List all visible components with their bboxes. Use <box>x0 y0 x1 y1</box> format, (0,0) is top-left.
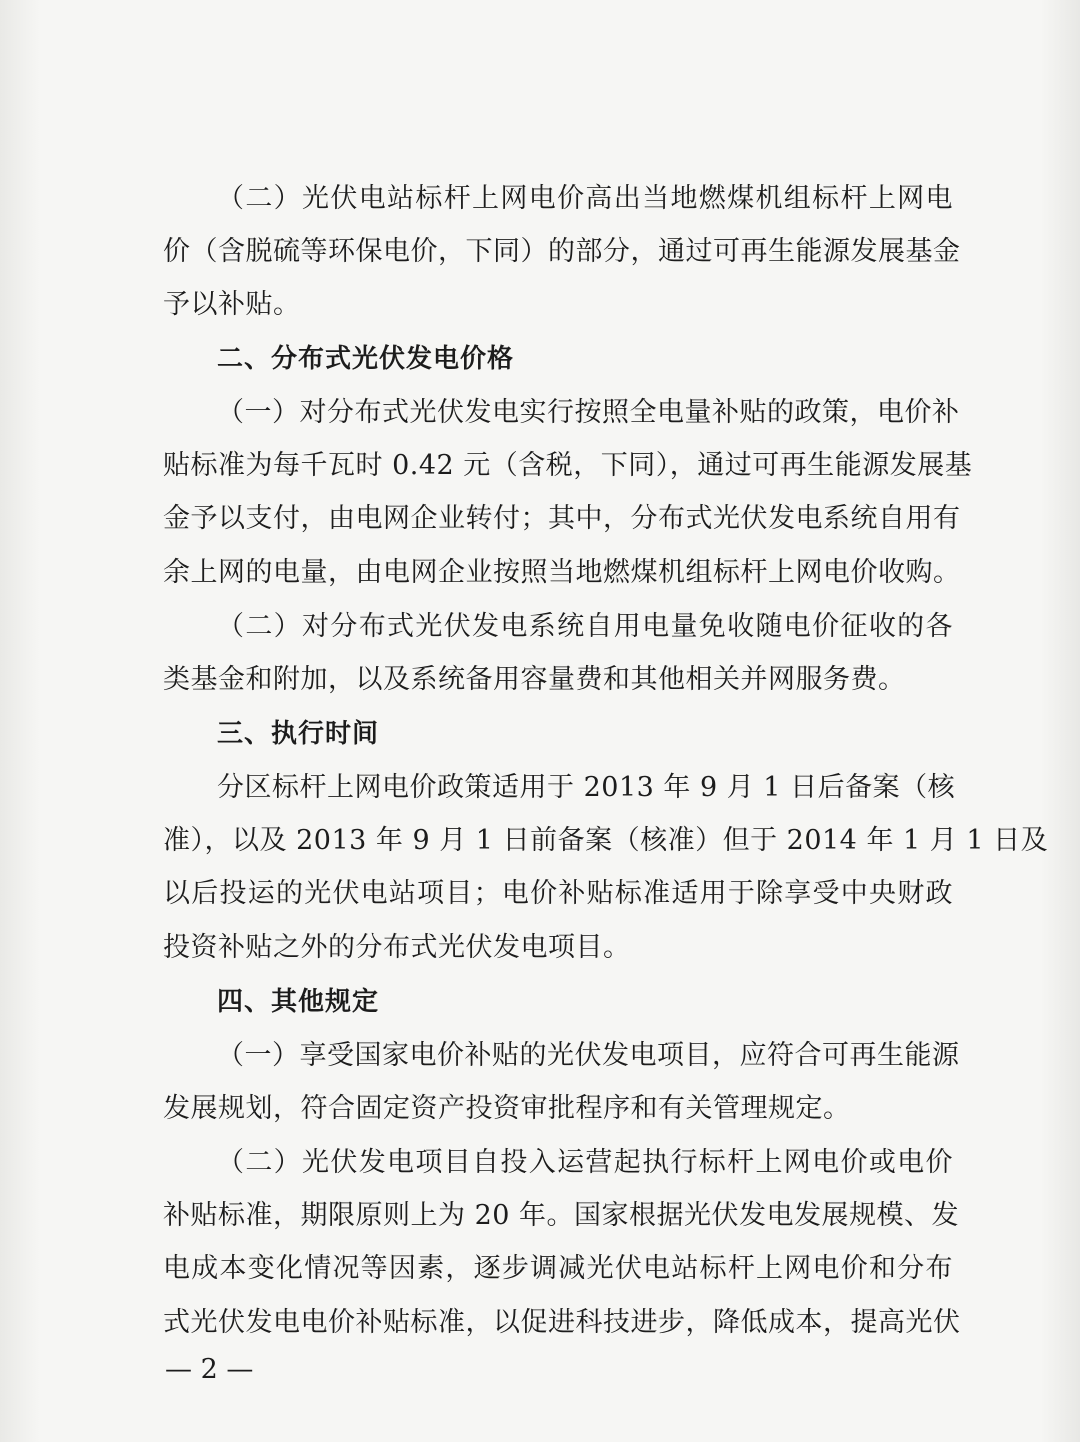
paragraph-line: 予以补贴。 <box>163 289 301 320</box>
paragraph-line: 以后投运的光伏电站项目；电价补贴标准适用于除享受中央财政 <box>163 878 953 909</box>
paragraph-line: 分区标杆上网电价政策适用于 2013 年 9 月 1 日后备案（核 <box>217 772 956 803</box>
paragraph-line: 投资补贴之外的分布式光伏发电项目。 <box>163 932 631 963</box>
paragraph-line: 补贴标准，期限原则上为 20 年。国家根据光伏发电发展规模、发 <box>163 1200 960 1231</box>
paragraph-line: （二）对分布式光伏发电系统自用电量免收随电价征收的各 <box>217 611 953 642</box>
paragraph-line: （二）光伏发电项目自投入运营起执行标杆上网电价或电价 <box>217 1147 953 1178</box>
paragraph-line: （一）享受国家电价补贴的光伏发电项目，应符合可再生能源 <box>217 1040 960 1071</box>
paragraph-line: 金予以支付，由电网企业转付；其中，分布式光伏发电系统自用有 <box>163 503 961 534</box>
paragraph-line: 贴标准为每千瓦时 0.42 元（含税，下同），通过可再生能源发展基 <box>163 450 973 481</box>
section-heading-4: 四、其他规定 <box>217 987 380 1017</box>
paragraph-line: 准），以及 2013 年 9 月 1 日前备案（核准）但于 2014 年 1 月 1 日及 <box>163 825 1049 856</box>
paragraph-line: 电成本变化情况等因素，逐步调减光伏电站标杆上网电价和分布 <box>163 1253 953 1284</box>
paragraph-line: 式光伏发电电价补贴标准，以促进科技进步，降低成本，提高光伏 <box>163 1307 961 1338</box>
paragraph-line: （二）光伏电站标杆上网电价高出当地燃煤机组标杆上网电 <box>217 183 953 214</box>
paragraph-line: 余上网的电量，由电网企业按照当地燃煤机组标杆上网电价收购。 <box>163 557 961 588</box>
section-heading-2: 二、分布式光伏发电价格 <box>217 344 515 374</box>
paragraph-line: （一）对分布式光伏发电实行按照全电量补贴的政策，电价补 <box>217 397 960 428</box>
paragraph-line: 类基金和附加，以及系统备用容量费和其他相关并网服务费。 <box>163 664 906 695</box>
page-number: — 2 — <box>165 1354 254 1385</box>
section-heading-3: 三、执行时间 <box>217 719 380 749</box>
paragraph-line: 价（含脱硫等环保电价，下同）的部分，通过可再生能源发展基金 <box>163 236 961 267</box>
paragraph-line: 发展规划，符合固定资产投资审批程序和有关管理规定。 <box>163 1093 851 1124</box>
